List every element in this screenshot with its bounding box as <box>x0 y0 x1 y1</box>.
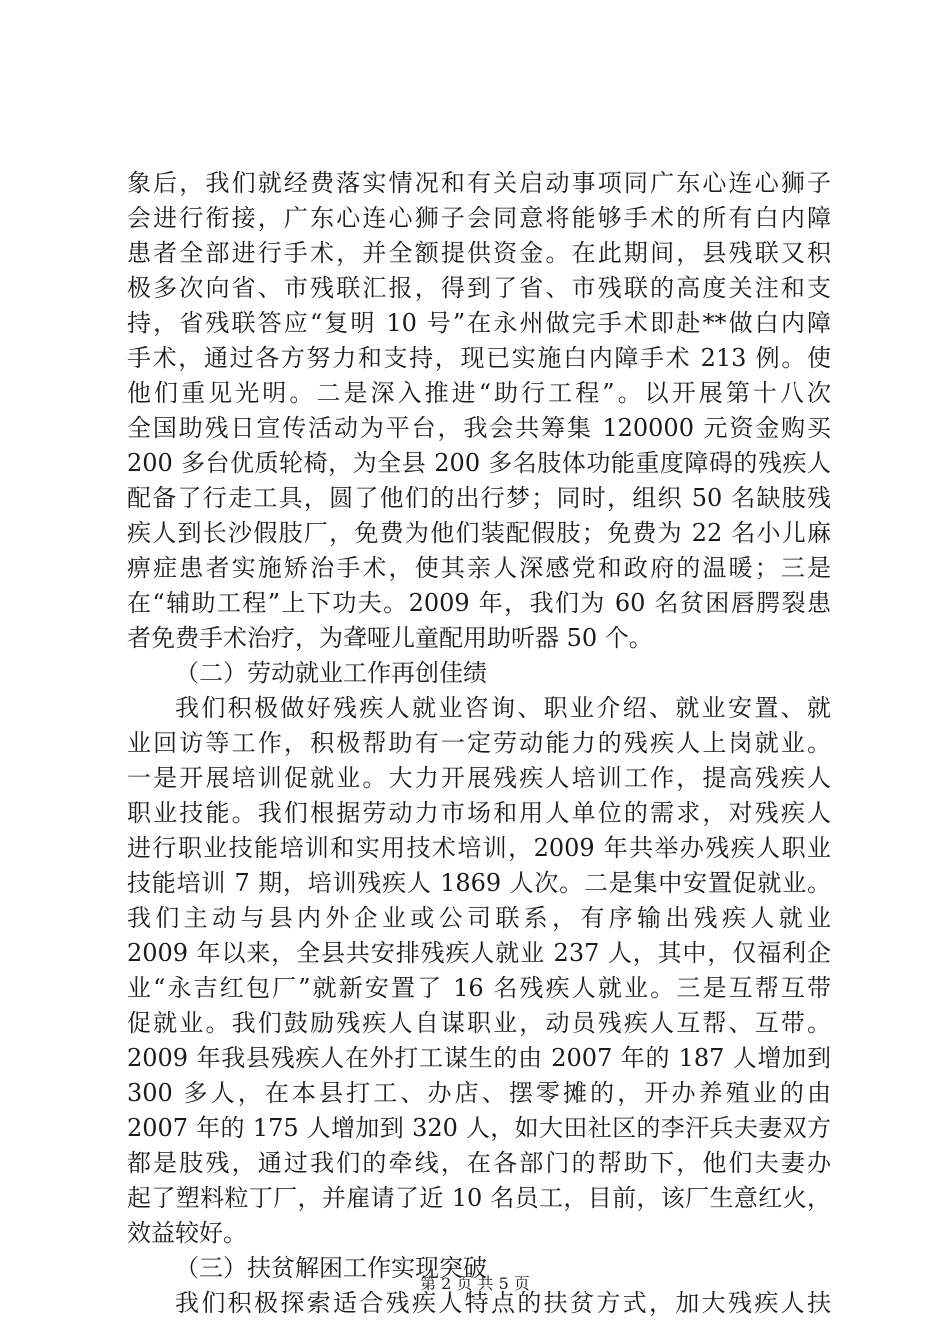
text-line: 2007 年的 175 人增加到 320 人，如大田社区的李汗兵夫妻双方 <box>127 1114 831 1142</box>
text-line: 配备了行走工具，圆了他们的出行梦；同时，组织 50 名缺肢残 <box>127 484 831 512</box>
text-line: 手术，通过各方努力和支持，现已实施白内障手术 213 例。使 <box>127 344 831 372</box>
text-line: 2009 年以来，全县共安排残疾人就业 237 人，其中，仅福利企 <box>127 939 831 967</box>
text-line: 会进行衔接，广东心连心狮子会同意将能够手术的所有白内障 <box>127 204 831 232</box>
text-line: 全国助残日宣传活动为平台，我会共筹集 120000 元资金购买 <box>127 414 831 442</box>
text-line: 一是开展培训促就业。大力开展残疾人培训工作，提高残疾人 <box>127 764 831 792</box>
text-line: 象后，我们就经费落实情况和有关启动事项同广东心连心狮子 <box>127 169 831 197</box>
text-line: 业回访等工作，积极帮助有一定劳动能力的残疾人上岗就业。 <box>127 729 831 757</box>
text-line: 技能培训 7 期，培训残疾人 1869 人次。二是集中安置促就业。 <box>127 869 831 897</box>
text-line: 业“永吉红包厂”就新安置了 16 名残疾人就业。三是互帮互带 <box>127 974 831 1002</box>
text-line: 职业技能。我们根据劳动力市场和用人单位的需求，对残疾人 <box>127 799 831 827</box>
section-heading: （三）扶贫解困工作实现突破 <box>175 1254 487 1282</box>
text-line: 我们积极做好残疾人就业咨询、职业介绍、就业安置、就 <box>175 694 831 722</box>
text-line: 患者全部进行手术，并全额提供资金。在此期间，县残联又积 <box>127 239 831 267</box>
page-indicator: 第 2 页 共 5 页 <box>420 1274 530 1293</box>
text-line: 起了塑料粒丁厂，并雇请了近 10 名员工，目前，该厂生意红火， <box>127 1184 831 1212</box>
text-line: 我们积极探索适合残疾人特点的扶贫方式，加大残疾人扶 <box>175 1289 831 1317</box>
text-line: 200 多台优质轮椅，为全县 200 多名肢体功能重度障碍的残疾人 <box>127 449 831 477</box>
document-body <box>127 166 831 1321</box>
text-line: 者免费手术治疗，为聋哑儿童配用助听器 50 个。 <box>127 624 653 652</box>
text-line: 痹症患者实施矫治手术，使其亲人深感党和政府的温暖；三是 <box>127 554 831 582</box>
text-line: 他们重见光明。二是深入推进“助行工程”。以开展第十八次 <box>127 379 831 407</box>
text-line: 疾人到长沙假肢厂，免费为他们装配假肢；免费为 22 名小儿麻 <box>127 519 831 547</box>
text-line: 都是肢残，通过我们的牵线，在各部门的帮助下，他们夫妻办 <box>127 1149 831 1177</box>
text-line: 效益较好。 <box>127 1219 247 1247</box>
text-line: 300 多人，在本县打工、办店、摆零摊的，开办养殖业的由 <box>127 1079 831 1107</box>
section-heading: （二）劳动就业工作再创佳绩 <box>175 659 487 687</box>
page-footer <box>0 1274 950 1294</box>
text-line: 持，省残联答应“复明 10 号”在永州做完手术即赴**做白内障 <box>127 309 831 337</box>
text-line: 在“辅助工程”上下功夫。2009 年，我们为 60 名贫困唇腭裂患 <box>127 589 831 617</box>
text-line: 促就业。我们鼓励残疾人自谋职业，动员残疾人互帮、互带。 <box>127 1009 831 1037</box>
text-line: 我们主动与县内外企业或公司联系，有序输出残疾人就业 <box>127 904 831 932</box>
text-line: 进行职业技能培训和实用技术培训，2009 年共举办残疾人职业 <box>127 834 831 862</box>
text-line: 2009 年我县残疾人在外打工谋生的由 2007 年的 187 人增加到 <box>127 1044 831 1072</box>
text-line: 极多次向省、市残联汇报，得到了省、市残联的高度关注和支 <box>127 274 831 302</box>
